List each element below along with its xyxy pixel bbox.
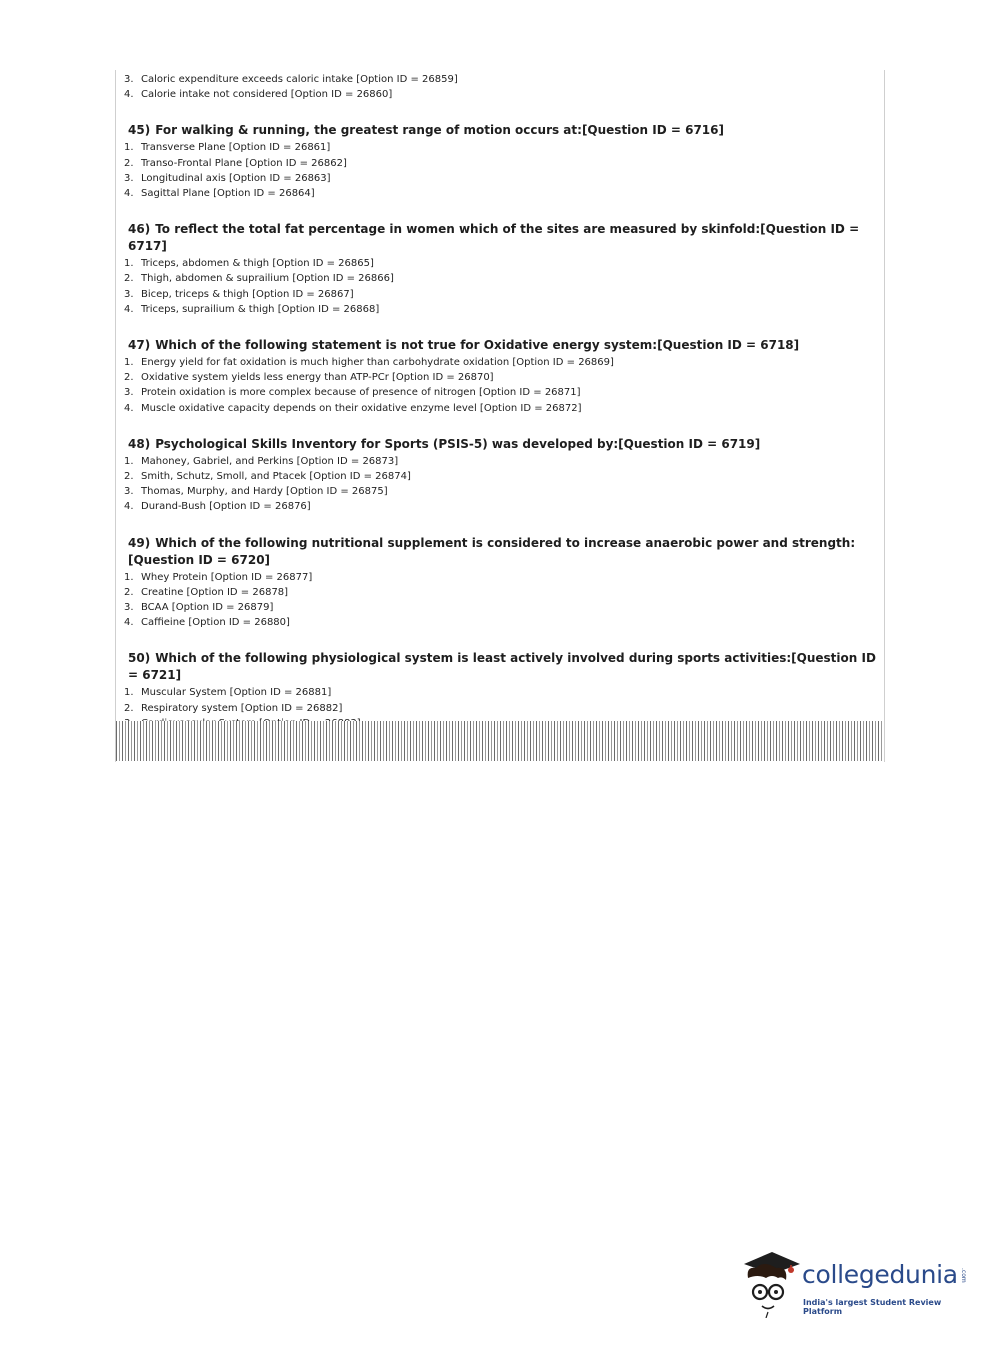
question-block bbox=[124, 436, 879, 515]
option-item: 3. Protein oxidation is more complex because of presence of nitrogen [Option ID = 26871] bbox=[124, 387, 581, 399]
question-text: 46) To reflect the total fat percentage in women which of the sites are measured by skinfold:[Question ID = 6717] bbox=[128, 222, 860, 254]
question-block bbox=[124, 122, 879, 201]
question-text: 50) Which of the following physiological system is least actively involved during sports activities:[Question ID = 6721] bbox=[128, 651, 876, 683]
option-item: 2. Creatine [Option ID = 26878] bbox=[124, 586, 289, 598]
option-item: 2. Transo-Frontal Plane [Option ID = 26862] bbox=[124, 157, 347, 169]
option-item: 4. Triceps, suprailium & thigh [Option ID = 26868] bbox=[124, 303, 380, 315]
question-block bbox=[124, 535, 879, 631]
question-text: 49) Which of the following nutritional supplement is considered to increase anaerobic power and strength: [Question ID = 6720] bbox=[128, 535, 877, 567]
question-list bbox=[124, 72, 879, 746]
option-item: 4. Sagittal Plane [Option ID = 26864] bbox=[124, 188, 315, 200]
option-item: 4. Muscle oxidative capacity depends on their oxidative enzyme level [Option ID = 26872] bbox=[124, 402, 582, 414]
option-item: 1. Energy yield for fat oxidation is much higher than carbohydrate oxidation [Option ID = 26869] bbox=[124, 357, 614, 369]
logo-tagline: India's largest Student Review Platform bbox=[803, 1298, 942, 1316]
option-item: 2. Smith, Schutz, Smoll, and Ptacek [Option ID = 26874] bbox=[124, 471, 411, 483]
option-item: 4. Calorie intake not considered [Option ID = 26860] bbox=[124, 89, 393, 101]
option-item: 1. Transverse Plane [Option ID = 26861] bbox=[124, 142, 331, 154]
option-item: 3. BCAA [Option ID = 26879] bbox=[124, 602, 274, 614]
option-item: 3. Bicep, triceps & thigh [Option ID = 26867] bbox=[124, 288, 354, 300]
option-item: 1. Muscular System [Option ID = 26881] bbox=[124, 687, 332, 699]
option-item: 1. Triceps, abdomen & thigh [Option ID = 26865] bbox=[124, 258, 374, 270]
question-text: 45) For walking & running, the greatest range of motion occurs at:[Question ID = 6716] bbox=[128, 123, 724, 138]
option-item: 3. Thomas, Murphy, and Hardy [Option ID = 26875] bbox=[124, 486, 388, 498]
option-item: 1. Whey Protein [Option ID = 26877] bbox=[124, 571, 313, 583]
question-block bbox=[124, 221, 879, 317]
logo-domain-suffix: .com bbox=[960, 1268, 967, 1283]
collegedunia-logo bbox=[742, 1248, 972, 1318]
mascot-icon bbox=[742, 1248, 802, 1318]
option-item: 3. Longitudinal axis [Option ID = 26863] bbox=[124, 172, 331, 184]
carryover-options bbox=[124, 72, 879, 102]
option-item: 2. Oxidative system yields less energy than ATP-PCr [Option ID = 26870] bbox=[124, 372, 494, 384]
option-item: 2. Respiratory system [Option ID = 26882] bbox=[124, 702, 343, 714]
option-item: 2. Thigh, abdomen & suprailium [Option ID = 26866] bbox=[124, 273, 394, 285]
option-item: 1. Mahoney, Gabriel, and Perkins [Option ID = 26873] bbox=[124, 455, 399, 467]
option-item: 3. Caloric expenditure exceeds caloric intake [Option ID = 26859] bbox=[124, 74, 458, 85]
option-item: 4. Caffieine [Option ID = 26880] bbox=[124, 617, 290, 629]
question-text: 48) Psychological Skills Inventory for Sports (PSIS-5) was developed by:[Question ID = 6719] bbox=[128, 436, 761, 451]
logo-wordmark: collegedunia bbox=[802, 1260, 958, 1289]
question-block bbox=[124, 337, 879, 416]
option-item: 4. Durand-Bush [Option ID = 26876] bbox=[124, 501, 311, 513]
barcode-strip bbox=[116, 721, 884, 761]
question-text: 47) Which of the following statement is not true for Oxidative energy system:[Question ID = 6718] bbox=[128, 338, 800, 353]
